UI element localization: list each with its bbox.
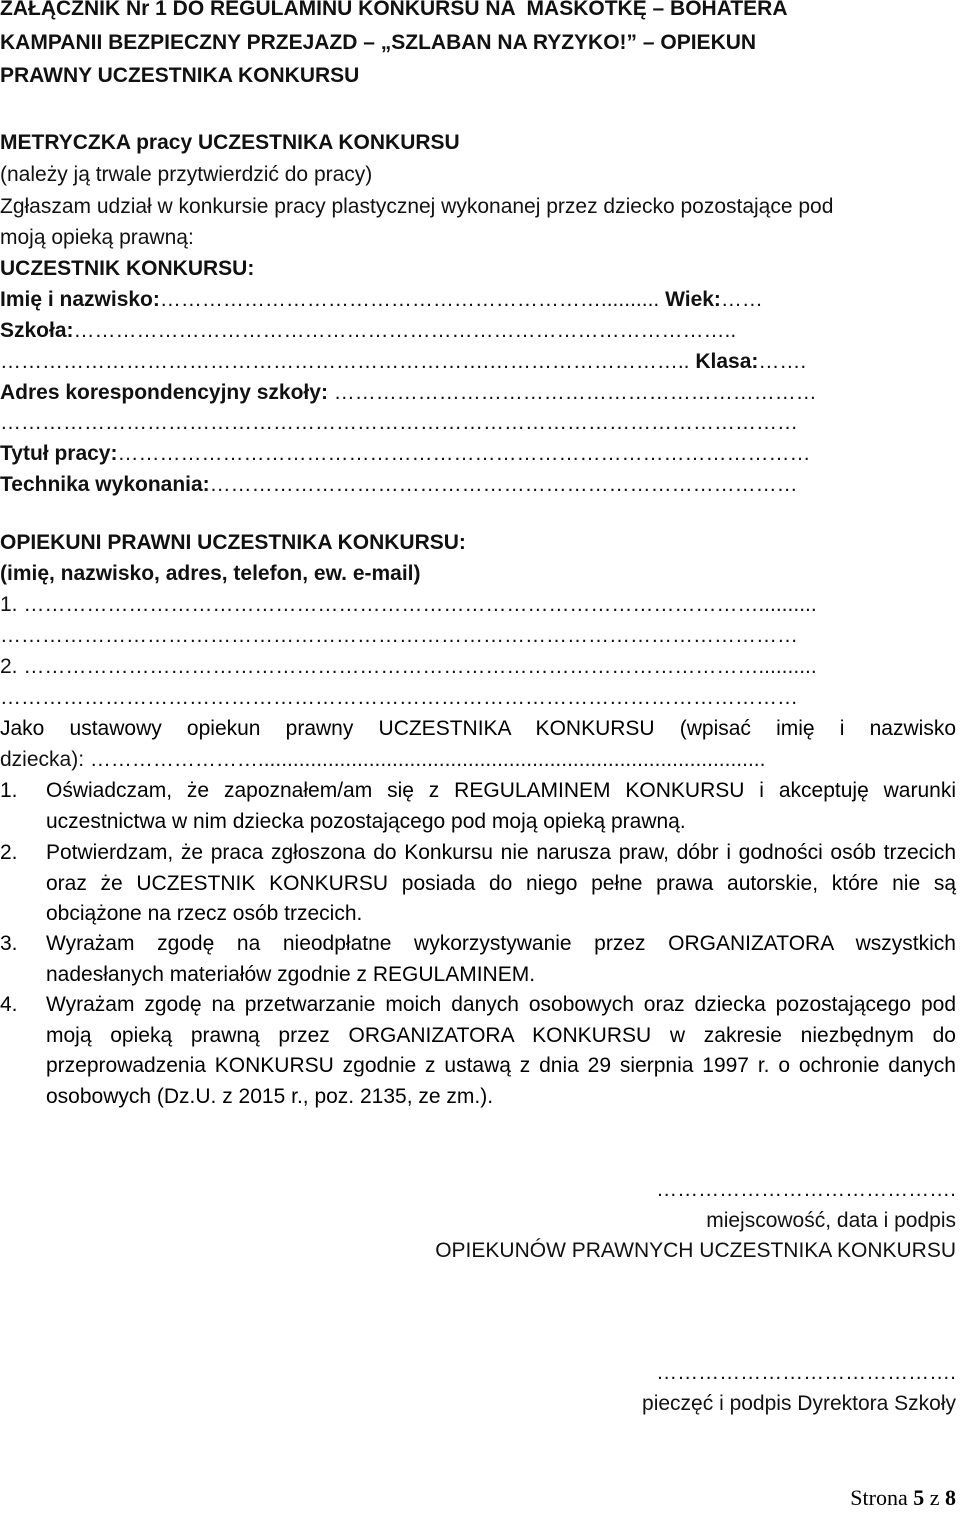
work-title-label: Tytuł pracy: (0, 442, 118, 465)
guardian-2-field[interactable]: 2. …………………………………………………………………………………………….......... (0, 655, 817, 678)
statement-intro-line-2[interactable]: dziecka): ……………………....................................................................................... (0, 748, 766, 771)
address-field[interactable]: …………………………………………………………… (333, 381, 817, 404)
declaration-line-2: moją opieką prawną: (0, 226, 194, 249)
signature-1-line[interactable]: ……………………………………. (656, 1178, 956, 1201)
item-2-text: Potwierdzam, że praca zgłoszona do Konkursu nie narusza praw, dóbr i godności osób trzecich oraz że UCZESTNIK KONKURSU posiada do niego pełne prawa autorskie, które nie są obciążone na rzecz osób trzecich. (46, 841, 956, 925)
address-field-continued[interactable]: …………………………………………………………………………………………………… (0, 411, 798, 434)
header-line-2: KAMPANII BEZPIECZNY PRZEJAZD – „SZLABAN NA RYZYKO!” – OPIEKUN (0, 31, 757, 54)
class-row (0, 347, 806, 377)
item-1-text: Oświadczam, że zapoznałem/am się z REGULAMINEM KONKURSU i akceptuję warunki uczestnictwa w nim dziecka pozostającego pod moją opieką prawną. (46, 779, 956, 833)
participant-section-title: UCZESTNIK KONKURSU: (0, 257, 255, 280)
age-field[interactable]: …… (720, 288, 763, 311)
class-field[interactable]: ……. (758, 350, 807, 373)
school-label: Szkoła: (0, 319, 74, 342)
page-total: 8 (945, 1485, 956, 1510)
work-title-field[interactable]: ……………………………………………………………………………………… (117, 442, 811, 465)
address-label: Adres korespondencyjny szkoły: (0, 381, 328, 404)
technique-field[interactable]: ………………………………………………………………………… (209, 473, 798, 496)
statement-intro-line-1 (0, 714, 956, 744)
technique-label: Technika wykonania: (0, 473, 210, 496)
signature-2-line[interactable]: ……………………………………. (656, 1361, 956, 1384)
header-line-3: PRAWNY UCZESTNIKA KONKURSU (0, 64, 360, 87)
item-1-number: 1. (0, 779, 18, 802)
guardians-title: OPIEKUNI PRAWNI UCZESTNIKA KONKURSU: (0, 531, 466, 554)
item-3-text: Wyrażam zgodę na nieodpłatne wykorzystywanie przez ORGANIZATORA wszystkich nadesłanych materiałów zgodnie z REGULAMINEM. (46, 932, 956, 986)
page-of: z (929, 1485, 940, 1510)
guardian-1-field-continued[interactable]: …………………………………………………………………………………………………… (0, 624, 798, 647)
item-4-number: 4. (0, 993, 18, 1016)
signature-1-caption-2: OPIEKUNÓW PRAWNYCH UCZESTNIKA KONKURSU (435, 1239, 956, 1262)
page-word: Strona (850, 1485, 908, 1510)
age-label: Wiek: (665, 288, 721, 311)
address-row (0, 378, 817, 408)
title-row (0, 439, 810, 469)
name-row (0, 285, 763, 315)
technique-row (0, 470, 798, 500)
signature-1-caption: miejscowość, data i podpis (706, 1209, 956, 1232)
guardians-subtitle: (imię, nazwisko, adres, telefon, ew. e-mail) (0, 562, 421, 585)
header-line-1: ZAŁĄCZNIK Nr 1 DO REGULAMINU KONKURSU NA MASKOTKĘ – BOHATERA (0, 0, 788, 20)
metryczka-title: METRYCZKA pracy UCZESTNIKA KONKURSU (0, 131, 460, 154)
guardian-2-field-continued[interactable]: …………………………………………………………………………………………………… (0, 686, 798, 709)
name-field[interactable]: ……………………………………………………….......... (159, 288, 660, 311)
page-number (850, 1484, 956, 1512)
page-current: 5 (913, 1485, 925, 1510)
metryczka-subtitle: (należy ją trwale przytwierdzić do pracy) (0, 163, 373, 186)
name-label: Imię i nazwisko: (0, 288, 160, 311)
statement-intro-text: Jako ustawowy opiekun prawny UCZESTNIKA KONKURSU (wpisać imię i nazwisko (0, 717, 956, 740)
class-label: Klasa: (695, 350, 759, 373)
school-field-continued[interactable]: …………………………………………………………….……………………….. (0, 350, 696, 373)
declaration-line-1: Zgłaszam udział w konkursie pracy plastycznej wykonanej przez dziecko pozostające pod (0, 195, 834, 218)
signature-2-caption: pieczęć i podpis Dyrektora Szkoły (642, 1392, 956, 1415)
school-field[interactable]: ………………………………………………………………………………….. (73, 319, 737, 342)
item-3-number: 3. (0, 932, 18, 955)
guardian-1-field[interactable]: 1. …………………………………………………………………………………………….......... (0, 593, 817, 616)
item-4-text: Wyrażam zgodę na przetwarzanie moich danych osobowych oraz dziecka pozostającego pod moją opieką prawną przez ORGANIZATORA KONKURSU w zakresie niezbędnym do przeprowadzenia KONKURSU zgodnie z ustawą z dnia 29 sierpnia 1997 r. o ochronie danych osobowych (Dz.U. z 2015 r., poz. 2135, ze zm.). (46, 993, 956, 1108)
item-2-number: 2. (0, 841, 18, 864)
school-row (0, 316, 736, 346)
